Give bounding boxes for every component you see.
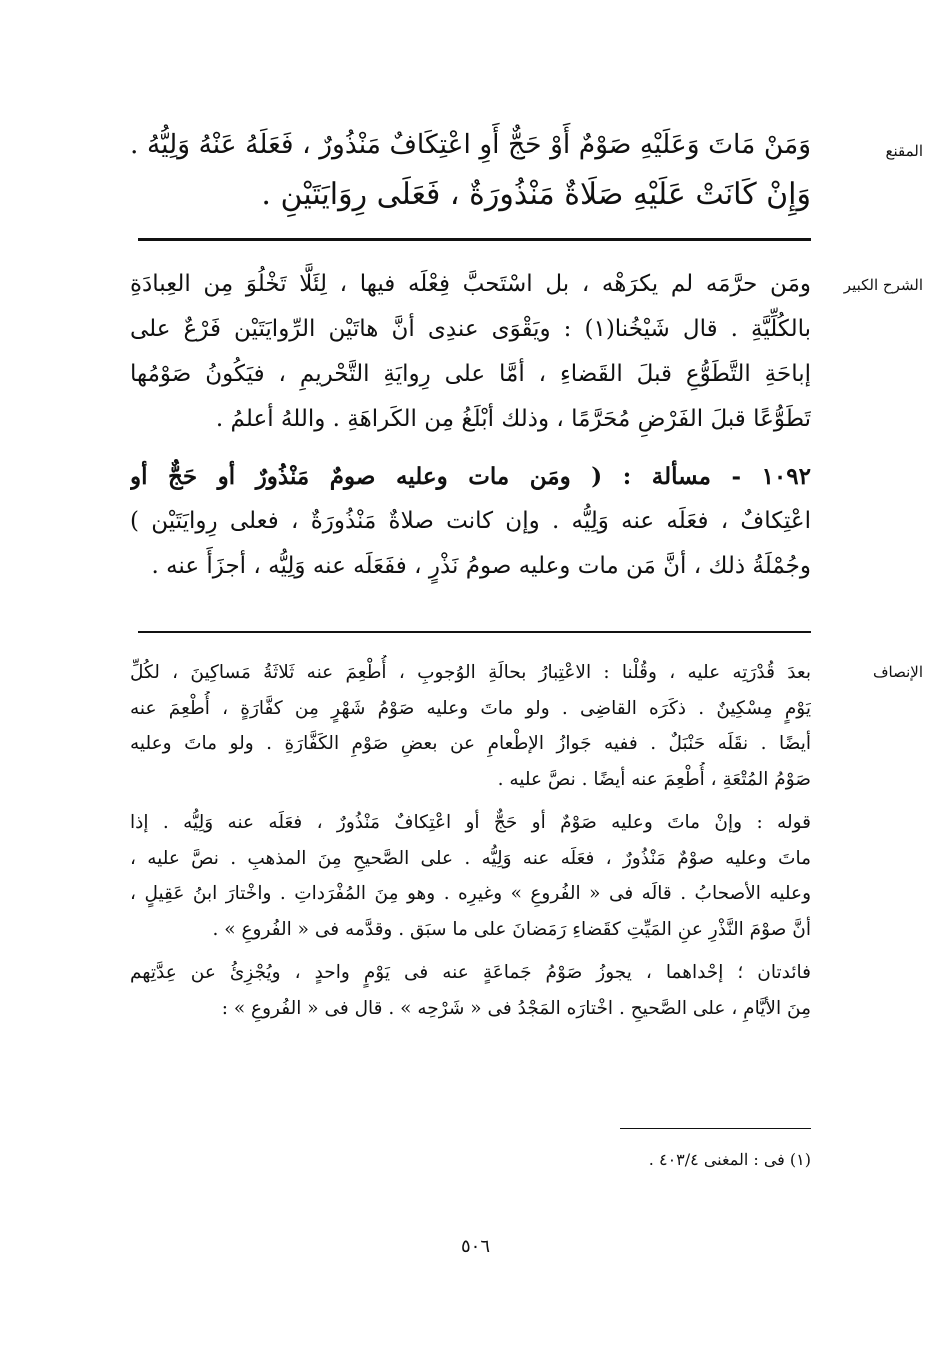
insaf-line: فائدتان ؛ إحْداهما ، يجوزُ صَوْمُ جَماعَةٍ عنه فى يَوْمٍ واحدٍ ، ويُجْزِئُ عن عِدَّتِهم [130,962,811,983]
issue-line: ١٠٩٢ - مسألة : ( ومَن مات وعليه صومٌ مَنْذُورٌ أو حَجٌّ أو [130,463,811,490]
issue-line: اعْتِكافٌ ، فعَلَه عنه وَلِيُّه . وإن كانت صلاةٌ مَنْذُورَةٌ ، فعلى رِوايَتَيْن ) [130,508,811,534]
issue-line: وجُمْلَةُ ذلك ، أنَّ مَن مات وعليه صومُ نَذْرٍ ، ففَعَلَه عنه وَلِيُّه ، أجزَأَ عنه . [151,553,811,579]
sharh-line: بالكُلِّيَّةِ . قال شَيْخُنا(١) : ويَقْوَى عندِى أنَّ هاتَيْن الرِّوايَتَيْن فَرْعٌ على [130,316,811,342]
sharh-text [130,262,811,589]
section-divider [138,238,811,241]
muqni-text [130,120,811,220]
muqni-label: المقنع [885,142,923,160]
muqni-line: وَإِنْ كَانَتْ عَلَيْهِ صَلَاةٌ مَنْذُورَةٌ ، فَعَلَى رِوَايَتَيْنِ . [261,177,811,212]
insaf-line: صَوْمُ المُتْعَةِ ، أُطْعِمَ عنه أيضًا . نصَّ عليه . [497,768,811,790]
section-divider [138,631,811,633]
sharh-label: الشرح الكبير [843,276,923,294]
insaf-line: قوله : وإنْ ماتَ وعليه صَوْمٌ أو حَجٌّ أو اعْتِكافٌ مَنْذُورٌ ، فعَلَه عنه وَلِيُّه . إذا [130,812,811,833]
sharh-line: إباحَةِ التَّطَوُّعِ قبلَ القَضاءِ ، أمَّا على رِوايَةِ التَّحْريمِ ، فيَكُونُ صَوْمُها [130,361,811,387]
muqni-line: وَمَنْ مَاتَ وَعَلَيْهِ صَوْمٌ أَوْ حَجٌّ أَوِ اعْتِكَافٌ مَنْذُورٌ ، فَعَلَهُ عَنْهُ وَلِيُّهُ . [130,129,811,160]
footnote-divider [620,1128,811,1129]
insaf-text [130,655,811,1026]
insaf-line: بعدَ قُدْرَتِه عليه ، وقُلْنا : الاعْتِبارُ بحالَةِ الوُجوبِ ، أُطْعِمَ عنه ثَلاثَةُ مَساكِينَ ، لكُلِّ [130,662,811,683]
insaf-line: ماتَ وعليه صوْمٌ مَنْذُورٌ ، فعَلَه عنه وَلِيُّه . على الصَّحيحِ مِنَ المذهبِ . نصَّ عليه ، [130,847,811,869]
sharh-line: ومَن حرَّمَه لم يكرَهْه ، بل اسْتَحبَّ فِعْلَه فيها ، لِئَلَّا تَخْلُوَ مِن العِبادَةِ [130,271,811,297]
footnote: (١) فى : المغنى ٤٠٣/٤ . [648,1150,811,1169]
insaf-line: يَوْمٍ مِسْكِينٌ . ذكَرَه القاضِى . ولو ماتَ وعليه صَوْمُ شَهْرٍ مِن كفَّارَةٍ ، أُطْعِمَ عنه [130,697,811,719]
insaf-label: الإنصاف [872,663,923,681]
page-number: ٥٠٦ [460,1236,490,1257]
insaf-line: مِنَ الأيَّامِ ، على الصَّحيحِ . اخْتارَه المَجْدُ فى « شَرْحِه » . قال فى « الفُروعِ » : [221,997,811,1019]
insaf-line: أيضًا . نقَلَه حَنْبَلٌ . ففيه جَوازُ الإطْعامِ عن بعضِ صَوْمِ الكَفَّارَةِ . ولو ماتَ وعليه [130,733,811,754]
insaf-line: أنَّ صوْمَ النَّذْرِ عنِ المَيِّتِ كقَضاءِ رَمَضانَ على ما سبَق . وقدَّمه فى « الفُروعِ » . [212,918,811,940]
sharh-line: تَطَوُّعًا قبلَ الفَرْضِ مُحَرَّمًا ، وذلك أبْلَغُ مِن الكَراهَةِ . واللهُ أعلمُ . [215,406,811,432]
insaf-line: وعليه الأصحابُ . قالَه فى « الفُروعِ » وغيرِه . وهو مِنَ المُفْرَداتِ . واخْتارَ ابنُ عَقِيلٍ ، [130,883,811,904]
